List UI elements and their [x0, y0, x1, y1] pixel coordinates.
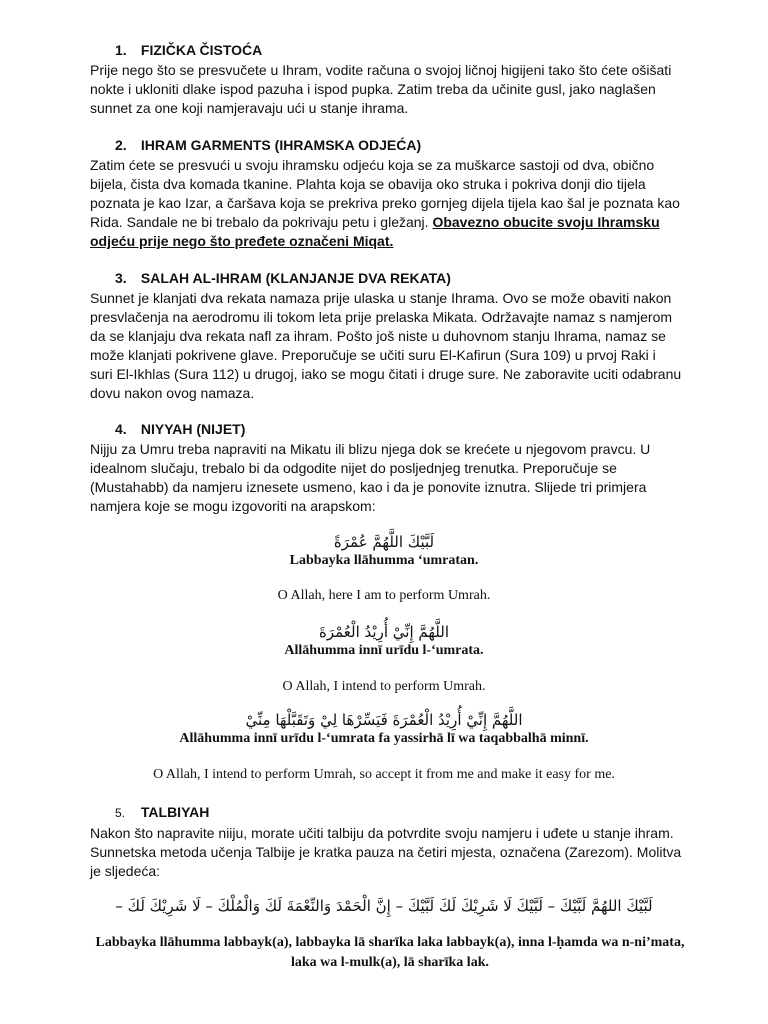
- talbiyah-transliteration: Labbayka llāhumma labbayk(a), labbayka lā sharīka laka labbayk(a), inna l-ḥamda wa n-ni’mata, laka wa l-mulk(a), lā sharīka lak.: [95, 935, 685, 970]
- section-number: 3.: [115, 270, 127, 286]
- section-ihram-garments: [90, 136, 682, 251]
- section-heading: [115, 420, 682, 438]
- section-salah-al-ihram: [90, 269, 682, 403]
- section-paragraph: Prije nego što se presvučete u Ihram, vodite računa o svojoj ličnoj higijeni tako što ćete ošišati nokte i ukloniti dlake ispod pazuha i ispod pupka. Zatim treba da učinite gusl, jako naglašen sunnet za one koji namjeravaju ući u stanje ihrama.: [90, 62, 672, 116]
- section-title: TALBIYAH: [140, 804, 210, 820]
- transliteration-text: Labbayka llāhumma ‘umratan.: [289, 553, 479, 568]
- section-number: 4.: [115, 421, 127, 437]
- translation-text: O Allah, I intend to perform Umrah.: [282, 679, 486, 694]
- intention-3-translation: [0, 766, 768, 784]
- translation-text: O Allah, I intend to perform Umrah, so accept it from me and make it easy for me.: [153, 767, 615, 782]
- transliteration-text: Allāhumma innī urīdu l-‘umrata.: [284, 643, 484, 658]
- section-number: 5.: [115, 806, 126, 820]
- arabic-text: لَبَّيْكَ اللَّهُمَّ عُمْرَةً: [333, 533, 435, 551]
- intention-3: [0, 710, 768, 748]
- section-paragraph: Nakon što napravite niiju, morate učiti talbiju da potvrdite svoju namjeru i uđete u stanje ihram. Sunnetska metoda učenja Talbije je kratka pauza na četiri mjesta, označena (Zarezom). Molitva je sljedeća:: [90, 825, 682, 879]
- section-paragraph: Sunnet je klanjati dva rekata namaza prije ulaska u stanje Ihrama. Ovo se može obaviti nakon presvlačenja na aerodromu ili tokom leta prije prelaska Mikata. Održavajte namaz s namjerom da se klanjaju dva rekata nafl za ihram. Pošto još niste u duhovnom stanju Ihrama, namaz se može klanjati pokrivene glave. Preporučuje se učiti suru El-Kafirun (Sura 109) u prvoj Raki i suri El-Ikhlas (Sura 112) u drugoj, iako se mogu čitati i druge sure. Ne zaboravite uciti odabranu dovu nakon ovog namaza.: [90, 290, 682, 401]
- section-title: IHRAM GARMENTS (IHRAMSKA ODJEĆA): [140, 137, 422, 153]
- section-title: SALAH AL-IHRAM (KLANJANJE DVA REKATA): [140, 270, 451, 286]
- intention-1-translation: [0, 587, 768, 605]
- section-talbiyah: [90, 803, 682, 881]
- section-title: NIYYAH (NIJET): [140, 421, 246, 437]
- arabic-text: اللَّهُمَّ إِنِّيْ أُرِيْدُ الْعُمْرَةَ: [319, 623, 449, 641]
- section-niyyah: [90, 420, 682, 516]
- section-heading: [115, 269, 682, 287]
- intention-1: [0, 532, 768, 570]
- arabic-text: اللَّهُمَّ إِنِّيْ أُرِيْدُ الْعُمْرَةَ فَيَسِّرْهَا لِيْ وَتَقَبَّلْهَا مِنِّيْ: [245, 711, 523, 729]
- section-number: 1.: [115, 42, 127, 58]
- section-physical-cleanliness: [90, 41, 682, 118]
- section-number: 2.: [115, 137, 127, 153]
- transliteration-text: Allāhumma innī urīdu l-‘umrata fa yassirhā lī wa taqabbalhā minnī.: [179, 731, 589, 746]
- paragraph-text: Zatim ćete se presvući u svoju ihramsku odjeću koja se za muškarce sastoji od dva, obično bijela, čista dva komada tkanine. Plahta koja se obavija oko struka i pokriva donji dio tijela poznata je kao Izar, a čaršava koja se prekriva preko gornjeg dijela tijela kao šal je poznata kao Rida. Sandale ne bi trebalo da pokrivaju petu i gležanj.: [90, 157, 680, 230]
- talbiyah-arabic-block: [0, 896, 768, 916]
- section-title: FIZIČKA ČISTOĆA: [140, 42, 263, 58]
- talbiyah-arabic-text: لَبَّيْكَ اللهُمَّ لَبَّيْكَ – لَبَّيْكَ لَا شَرِيْكَ لَكَ لَبَّيْكَ – إِنَّ الْحَمْدَ وَالنِّعْمَةَ لَكَ وَالْمُلْكَ – لَا شَرِيْكَ لَكَ –: [115, 897, 653, 915]
- section-paragraph: [90, 156, 682, 251]
- emphasis-text: Obavezno obucite svoju Ihramsku odjeću prije nego što pređete označeni Miqat.: [90, 214, 660, 249]
- section-heading: [115, 136, 682, 154]
- translation-text: O Allah, here I am to perform Umrah.: [277, 588, 491, 603]
- intention-2: [0, 622, 768, 660]
- intention-2-translation: [0, 678, 768, 696]
- section-heading: [115, 41, 682, 59]
- section-paragraph: Nijju za Umru treba napraviti na Mikatu ili blizu njega dok se krećete u njegovom pravcu. U idealnom slučaju, trebalo bi da odgodite nijet do posljednjeg trenutka. Preporučuje se (Mustahabb) da namjeru iznesete usmeno, kao i da je ponovite iznutra. Slijede tri primjera namjera koje se mogu izgovoriti na arapskom:: [90, 441, 651, 514]
- section-heading: [115, 803, 682, 822]
